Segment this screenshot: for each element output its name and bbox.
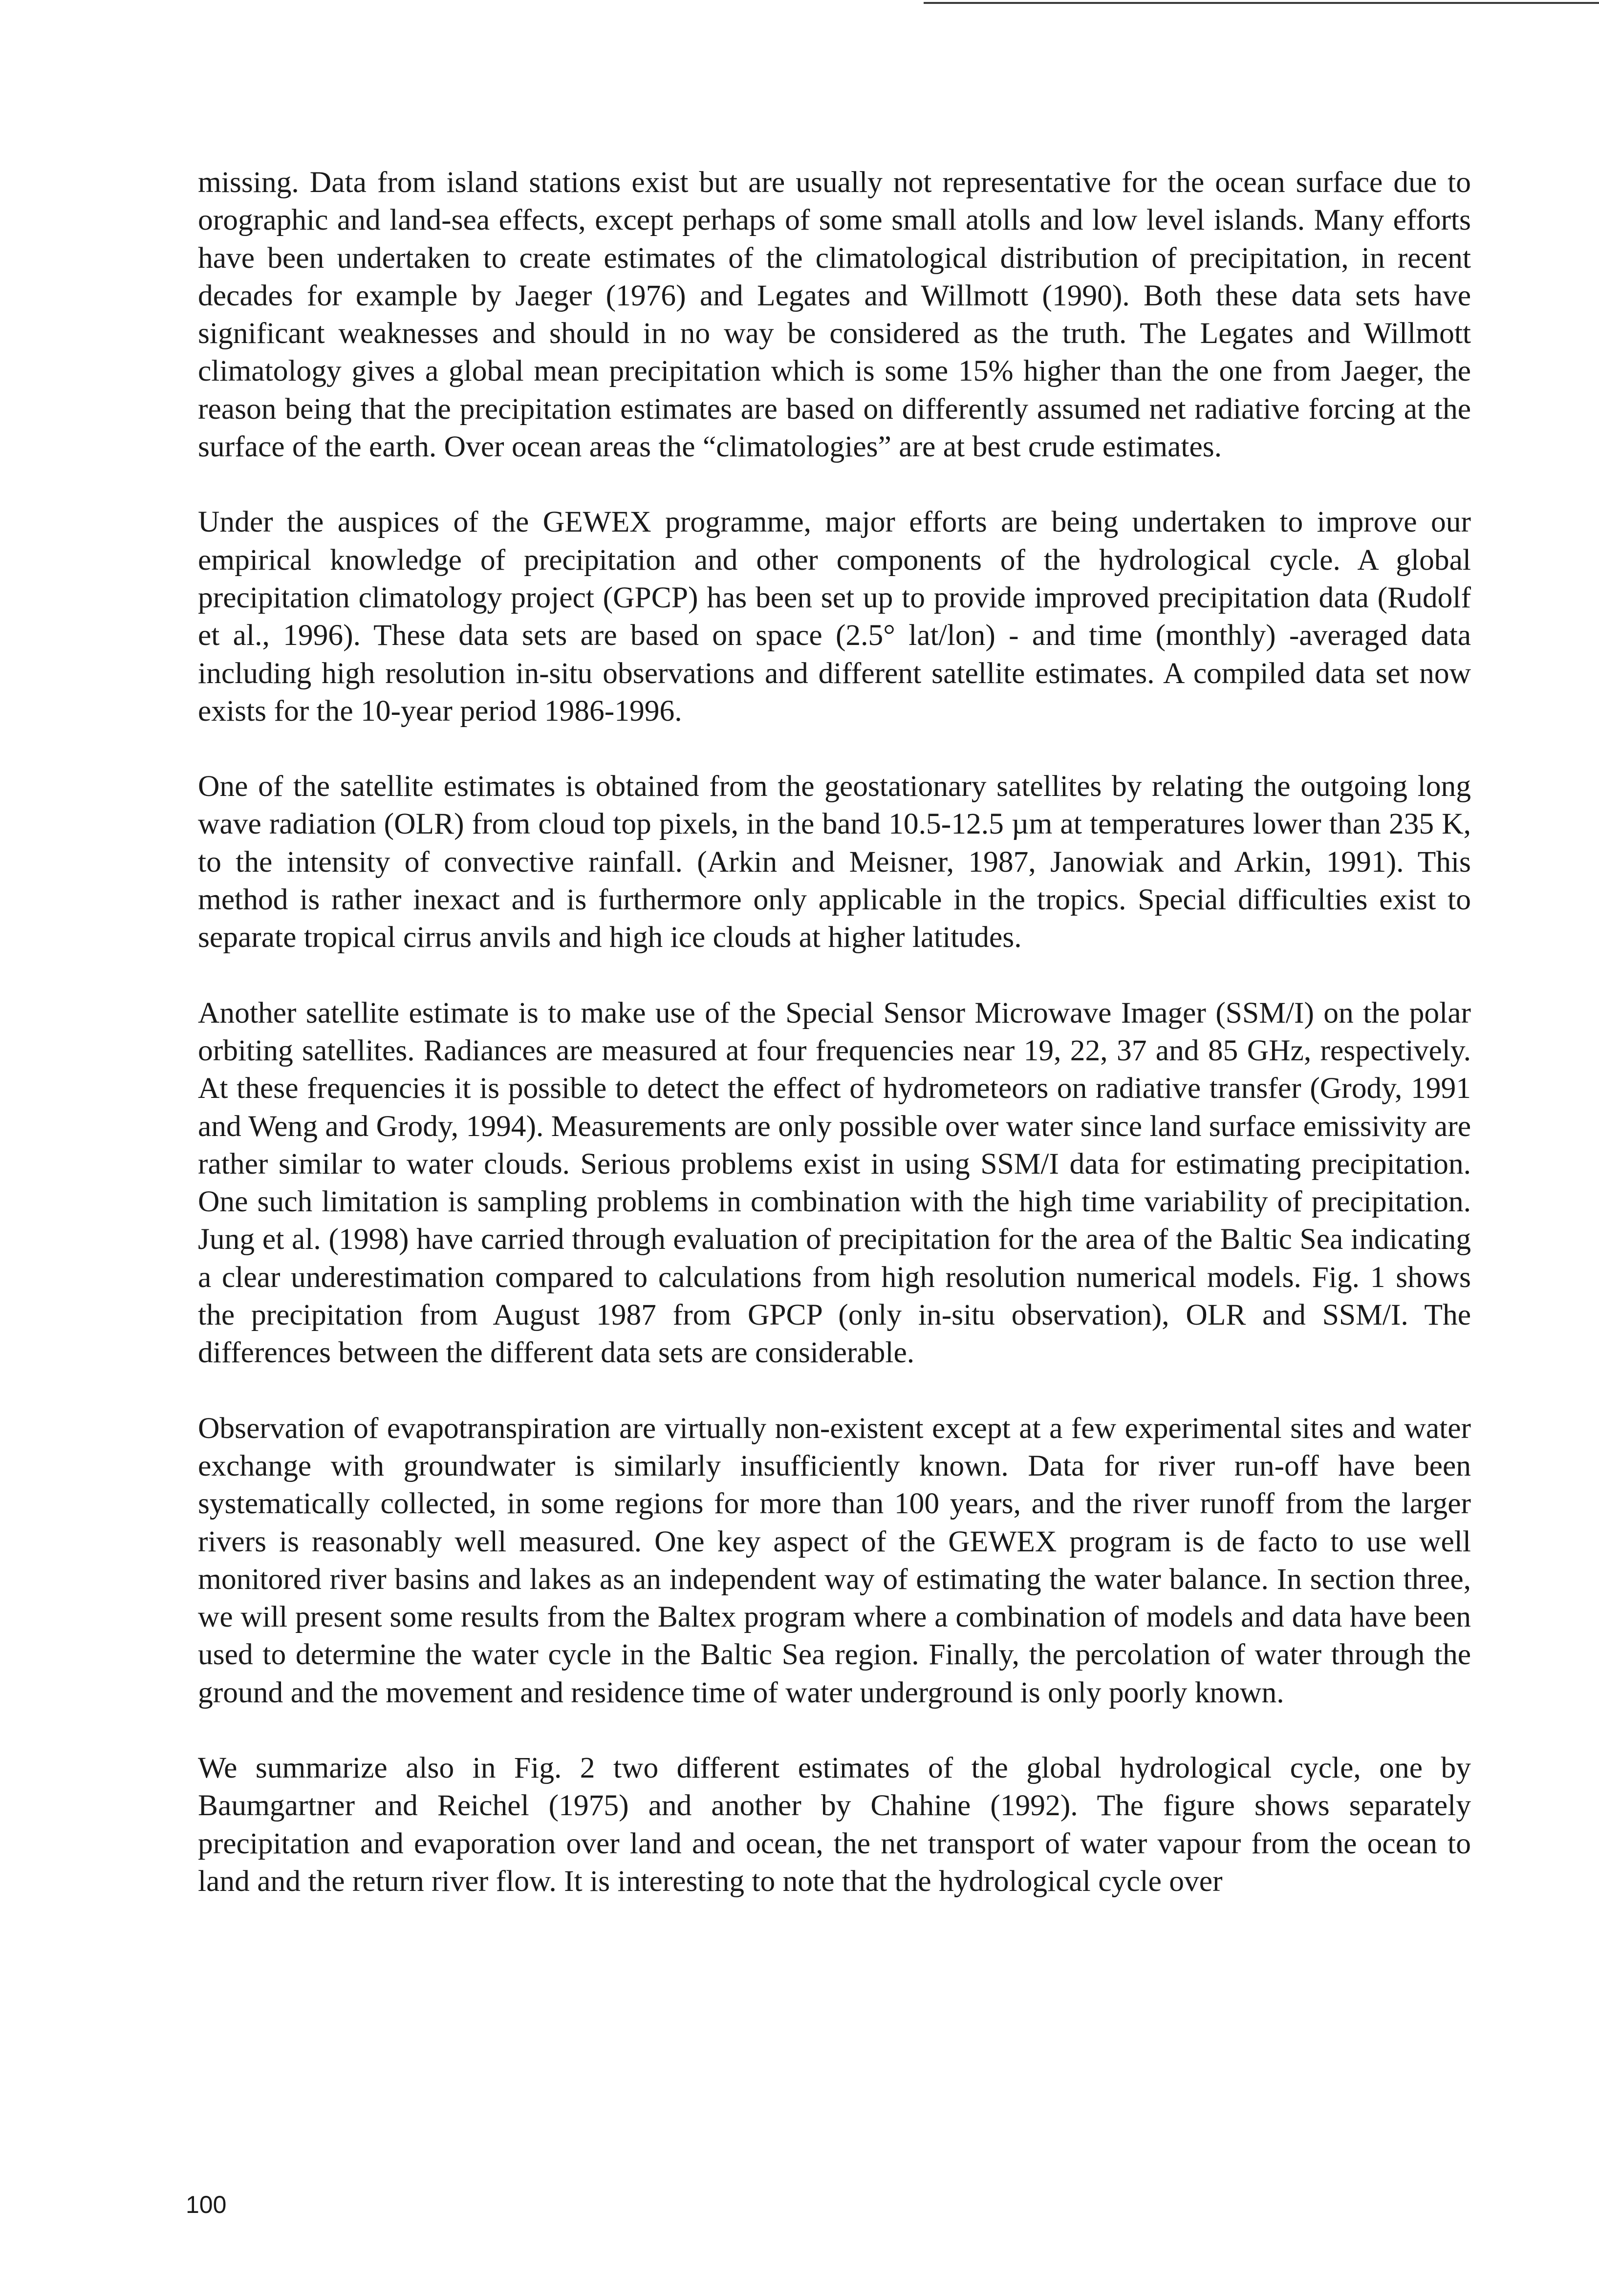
header-rule: [924, 2, 1599, 4]
paragraph-global-hydrological-cycle: We summarize also in Fig. 2 two different estimates of the global hydrological cycle, one by Baumgartner and Reichel (1975) and another by Chahine (1992). The figure shows separately precipitation and evaporation over land and ocean, the net transport of water vapour from the ocean to land and the return river flow. It is interesting to note that the hydrological cycle over: [198, 1751, 1471, 1898]
paragraph-ssmi-microwave: Another satellite estimate is to make use of the Special Sensor Microwave Imager (SSM/I) on the polar orbiting satellites. Radiances are measured at four frequencies near 19, 22, 37 and 85 GHz, respectively. At these frequencies it is possible to detect the effect of hydrometeors on radiative transfer (Grody, 1991 and Weng and Grody, 1994). Measurements are only possible over water since land surface emissivity are rather similar to water clouds. Serious problems exist in using SSM/I data for estimating precipitation. One such limitation is sampling problems in combination with the high time variability of precipitation. Jung et al. (1998) have carried through evaluation of precipitation for the area of the Baltic Sea indicating a clear underestimation compared to calculations from high resolution numerical models. Fig. 1 shows the precipitation from August 1987 from GPCP (only in-situ observation), OLR and SSM/I. The differences between the different data sets are considerable.: [198, 996, 1471, 1370]
paragraph-gewex-gpcp: Under the auspices of the GEWEX programme, major efforts are being undertaken to improve our empirical knowledge of precipitation and other components of the hydrological cycle. A global precipitation climatology project (GPCP) has been set up to provide improved precipitation data (Rudolf et al., 1996). These data sets are based on space (2.5° lat/lon) - and time (monthly) -averaged data including high resolution in-situ observations and different satellite estimates. A compiled data set now exists for the 10-year period 1986-1996.: [198, 505, 1471, 728]
paragraph-geostationary-olr: One of the satellite estimates is obtained from the geostationary satellites by relating the outgoing long wave radiation (OLR) from cloud top pixels, in the band 10.5-12.5 µm at temperatures lower than 235 K, to the intensity of convective rainfall. (Arkin and Meisner, 1987, Janowiak and Arkin, 1991). This method is rather inexact and is furthermore only applicable in the tropics. Special difficulties exist to separate tropical cirrus anvils and high ice clouds at higher latitudes.: [198, 770, 1471, 954]
paragraph-evapotranspiration-runoff: Observation of evapotranspiration are virtually non-existent except at a few experimental sites and water exchange with groundwater is similarly insufficiently known. Data for river run-off have been systematically collected, in some regions for more than 100 years, and the river runoff from the larger rivers is reasonably well measured. One key aspect of the GEWEX program is de facto to use well monitored river basins and lakes as an independent way of estimating the water balance. In section three, we will present some results from the Baltex program where a combination of models and data have been used to determine the water cycle in the Baltic Sea region. Finally, the percolation of water through the ground and the movement and residence time of water underground is only poorly known.: [198, 1411, 1471, 1709]
paragraph-precipitation-climatologies: missing. Data from island stations exist but are usually not representative for the ocean surface due to orographic and land-sea effects, except perhaps of some small atolls and low level islands. Many efforts have been undertaken to create estimates of the climatological distribution of precipitation, in recent decades for example by Jaeger (1976) and Legates and Willmott (1990). Both these data sets have significant weaknesses and should in no way be considered as the truth. The Legates and Willmott climatology gives a global mean precipitation which is some 15% higher than the one from Jaeger, the reason being that the precipitation estimates are based on differently assumed net radiative forcing at the surface of the earth. Over ocean areas the “climatologies” are at best crude estimates.: [198, 166, 1471, 464]
page-number: 100: [186, 2191, 227, 2218]
page-body: [198, 164, 1471, 1900]
